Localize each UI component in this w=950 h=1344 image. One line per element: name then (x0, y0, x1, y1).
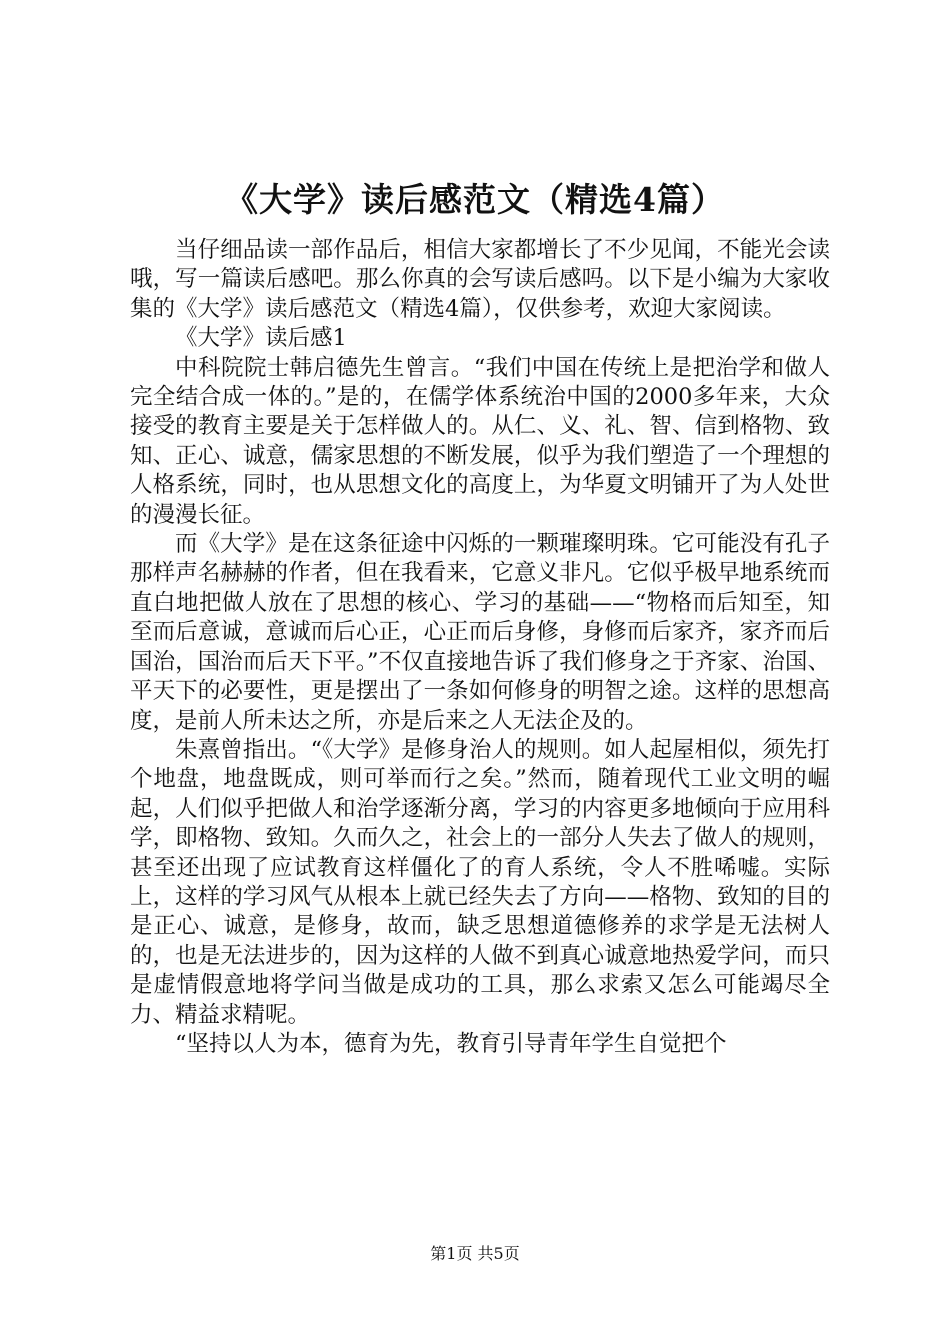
paragraph: 而《大学》是在这条征途中闪烁的一颗璀璨明珠。它可能没有孔子那样声名赫赫的作者，但在我看来，它意义非凡。它似乎极早地系统而直白地把做人放在了思想的核心、学习的基础——“物格而后知至，知至而后意诚，意诚而后心正，心正而后身修，身修而后家齐，家齐而后国治，国治而后天下平。”不仅直接地告诉了我们修身之于齐家、治国、平天下的必要性，更是摆出了一条如何修身的明智之途。这样的思想高度，是前人所未达之所，亦是后来之人无法企及的。 (130, 531, 830, 734)
section-heading: 《大学》读后感1 (175, 325, 347, 352)
document-body (130, 236, 830, 1059)
paragraph: 中科院院士韩启德先生曾言。“我们中国在传统上是把治学和做人完全结合成一体的。”是的，在儒学体系统治中国的2000多年来，大众接受的教育主要是关于怎样做人的。从仁、义、礼、智、信到格物、致知、正心、诚意，儒家思想的不断发展，似乎为我们塑造了一个理想的人格系统，同时，也从思想文化的高度上，为华夏文明铺开了为人处世的漫漫长征。 (130, 354, 830, 528)
paragraph-intro: 当仔细品读一部作品后，相信大家都增长了不少见闻，不能光会读哦，写一篇读后感吧。那么你真的会写读后感吗。以下是小编为大家收集的《大学》读后感范文（精选4篇），仅供参考，欢迎大家阅读。 (130, 237, 830, 322)
paragraph: 朱熹曾指出。“《大学》是修身治人的规则。如人起屋相似，须先打个地盘，地盘既成，则可举而行之矣。”然而，随着现代工业文明的崛起，人们似乎把做人和治学逐渐分离，学习的内容更多地倾向于应用科学，即格物、致知。久而久之，社会上的一部分人失去了做人的规则，甚至还出现了应试教育这样僵化了的育人系统，令人不胜唏嘘。实际上，这样的学习风气从根本上就已经失去了方向——格物、致知的目的是正心、诚意，是修身，故而，缺乏思想道德修养的求学是无法树人的，也是无法进步的，因为这样的人做不到真心诚意地热爱学问，而只是虚情假意地将学问当做是成功的工具，那么求索又怎么可能竭尽全力、精益求精呢。 (130, 736, 830, 1028)
document-title: 《大学》读后感范文（精选4篇） (225, 180, 725, 219)
page-footer: 第1页 共5页 (430, 1244, 520, 1263)
paragraph: “坚持以人为本，德育为先，教育引导青年学生自觉把个 (175, 1030, 727, 1057)
